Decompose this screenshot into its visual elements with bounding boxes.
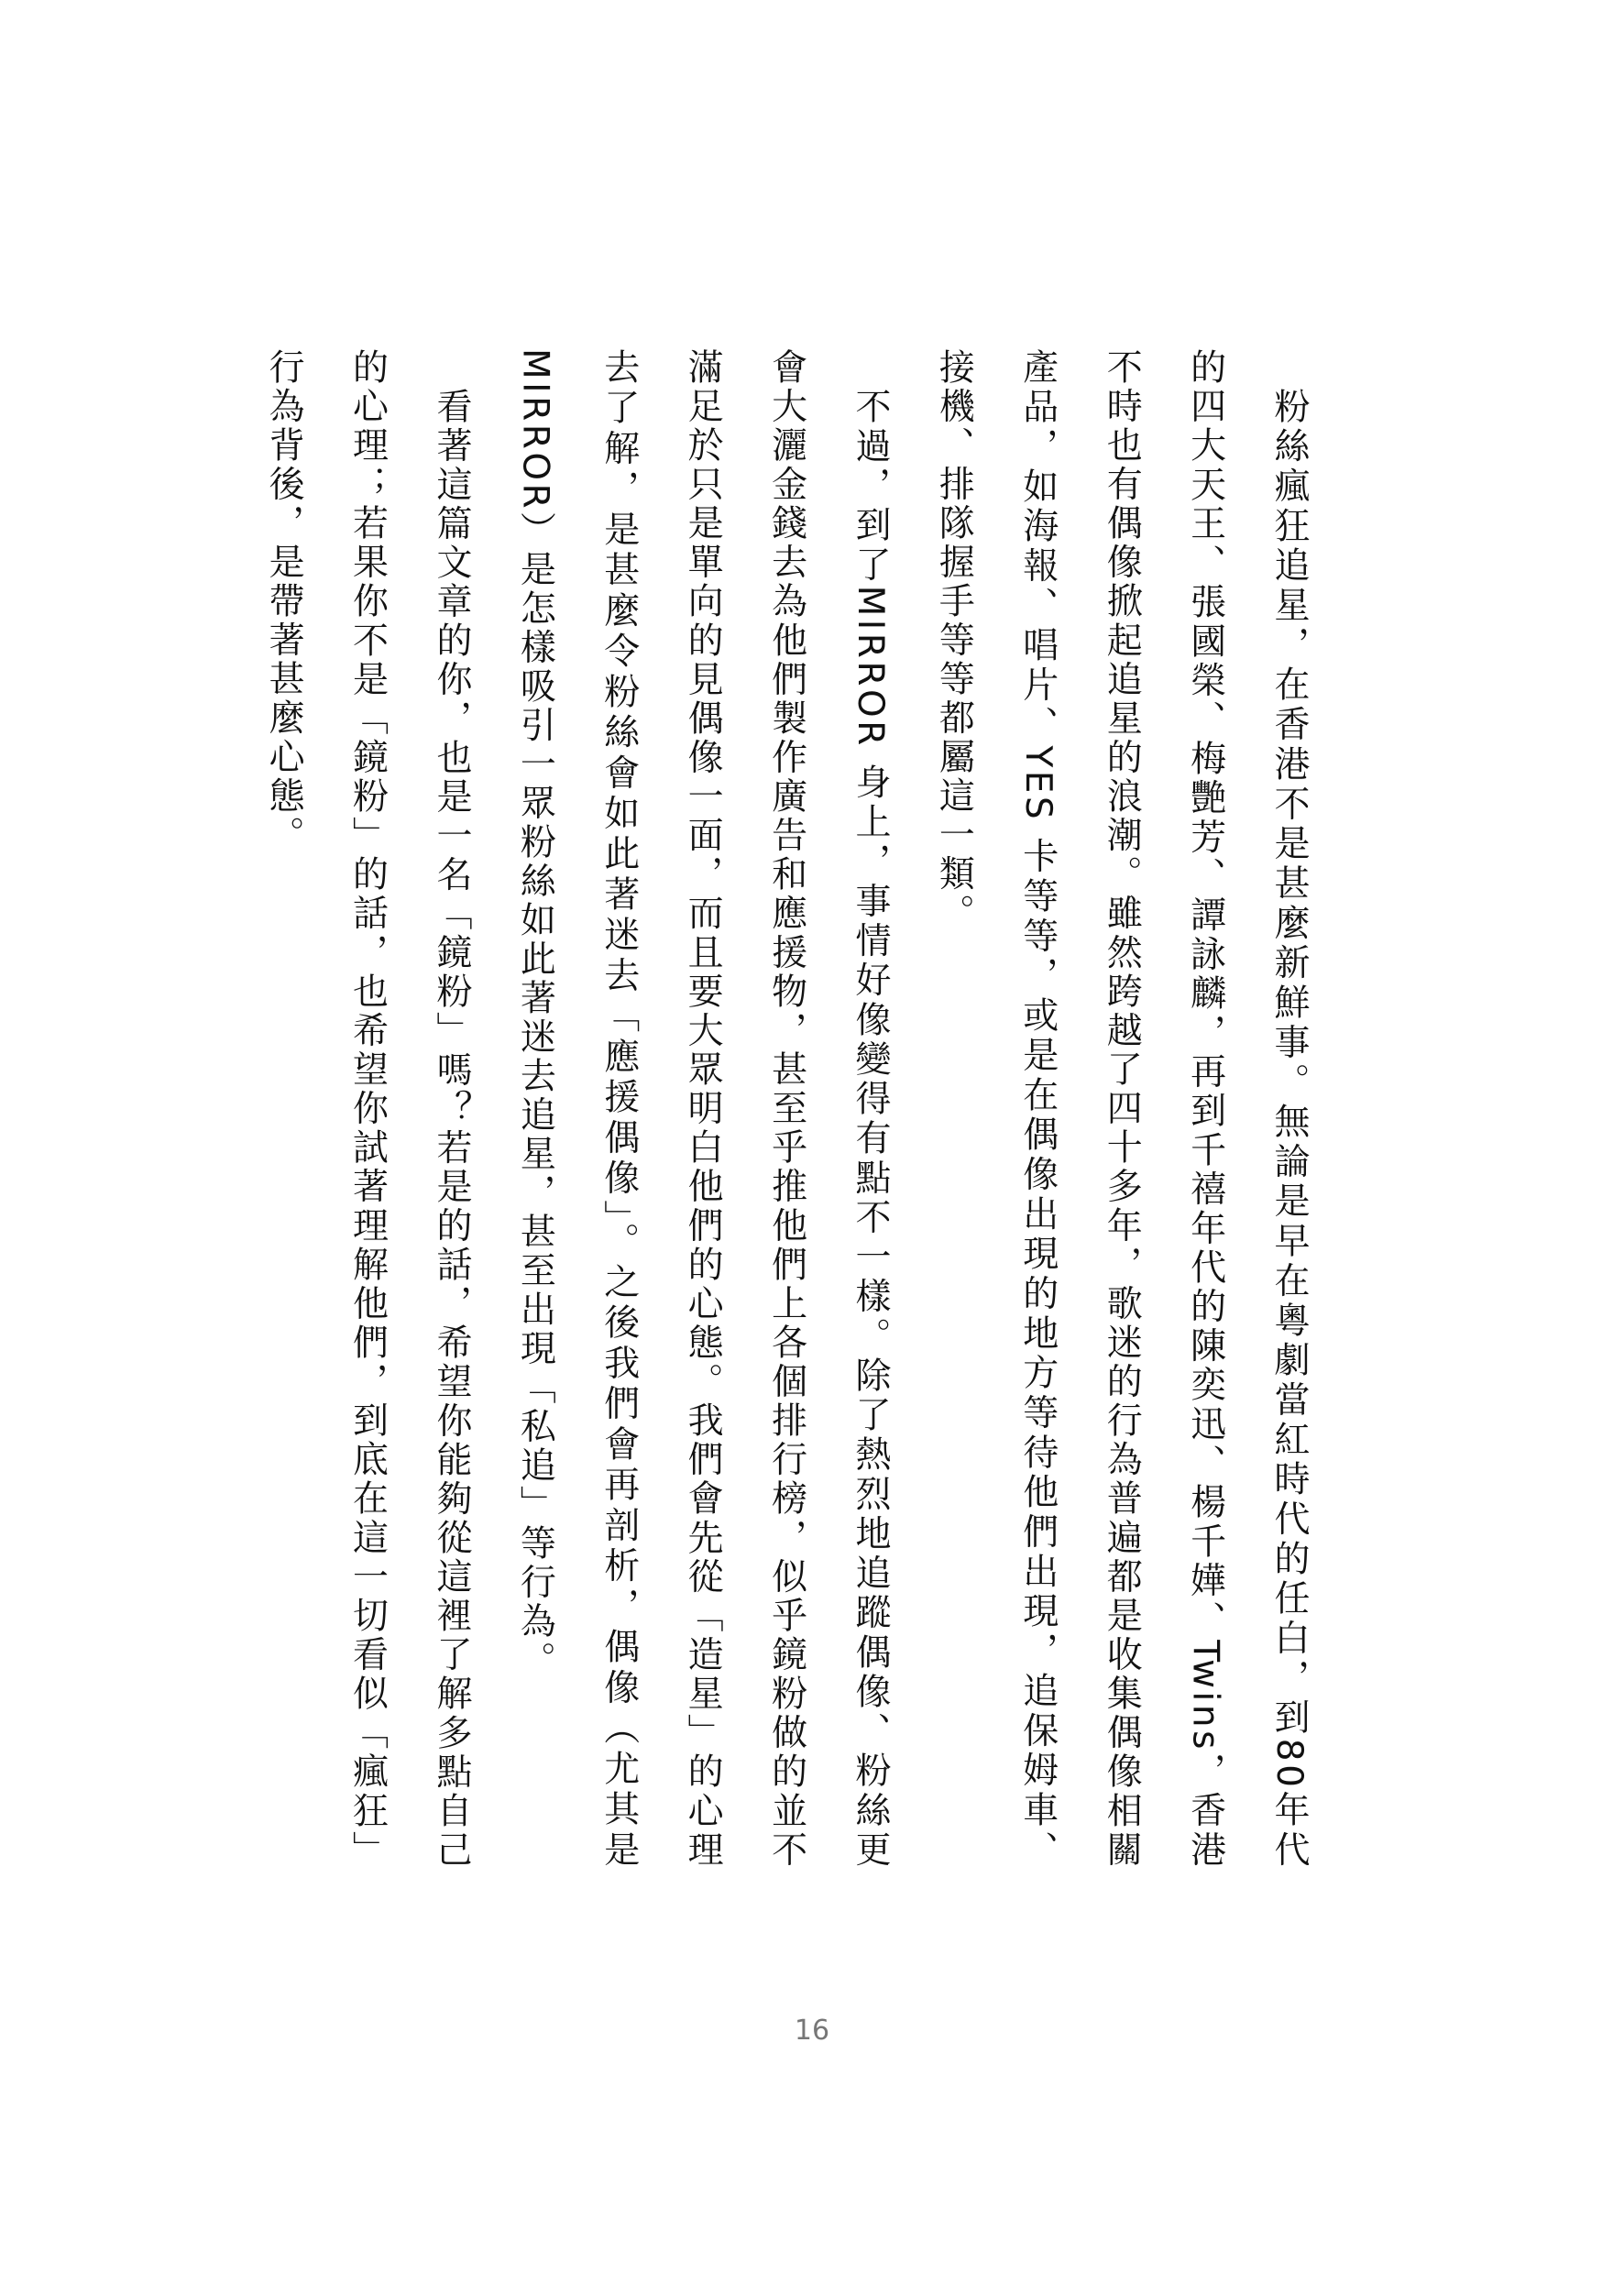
paragraph-2: 不過，到了MIRROR 身上，事情好像變得有點不一樣。除了熱烈地追蹤偶像、粉絲更會大灑金錢去為他們製作廣告和應援物，甚至乎推他們上各個排行榜，似乎鏡粉做的並不滿足於只是單向的見偶像一面，而且要大眾明白他們的心態。我們會先從「造星」的心理去了解，是甚麼令粉絲會如此著迷去「應援偶像」。之後我們會再剖析，偶像（尤其是MIRROR）是怎樣吸引一眾粉絲如此著迷去追星，甚至出現「私追」等行為。 [514,348,891,1870]
paragraph-1: 粉絲瘋狂追星，在香港不是甚麼新鮮事。無論是早在粵劇當紅時代的任白，到80年代的四大天王、張國榮、梅艷芳、譚詠麟，再到千禧年代的陳奕迅、楊千嬅、Twins，香港不時也有偶像掀起追星的浪潮。雖然跨越了四十多年，歌迷的行為普遍都是收集偶像相關產品，如海報、唱片、YES 卡等等，或是在偶像出現的地方等待他們出現，追保姆車、接機、排隊握手等等都屬這一類。 [933,348,1310,1870]
page-number: 16 [794,2015,830,2047]
paragraph-3: 看著這篇文章的你，也是一名「鏡粉」嗎？若是的話，希望你能夠從這裡了解多點自己的心理；若果你不是「鏡粉」的話，也希望你試著理解他們，到底在這一切看似「瘋狂」行為背後，是帶著甚麼心態。 [263,348,472,1870]
body-text [231,348,1331,1870]
